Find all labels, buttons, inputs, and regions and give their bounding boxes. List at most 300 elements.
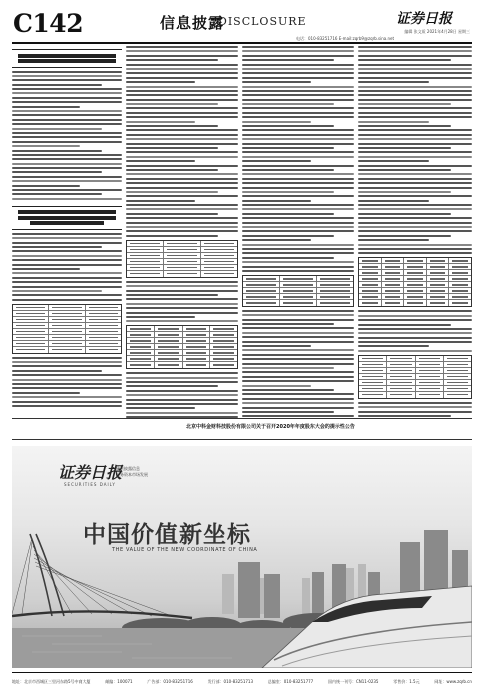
text-line: [12, 286, 122, 288]
text-line: [358, 200, 429, 202]
table-cell: [404, 258, 427, 263]
text-line: [242, 310, 354, 312]
table-row: [127, 271, 237, 277]
text-line: [126, 138, 238, 140]
text-line: [358, 107, 472, 109]
table-cell: [387, 392, 415, 398]
text-line: [12, 268, 80, 270]
table-cell: [49, 341, 85, 346]
column-4: [358, 46, 472, 446]
text-line: [242, 151, 354, 153]
table-cell: [404, 300, 427, 306]
table-cell: [49, 311, 85, 316]
text-line: [358, 252, 472, 254]
text-line: [358, 337, 472, 339]
text-line: [12, 387, 122, 389]
table-cell: [155, 332, 183, 337]
table-cell: [280, 288, 317, 293]
section-title-en: DISCLOSURE: [218, 15, 307, 28]
table-cell: [183, 356, 211, 361]
table-row: [13, 347, 121, 353]
footer-ad-phone: 广告部：010-83251716: [147, 679, 193, 684]
text-line: [12, 259, 122, 261]
column-2: [126, 46, 238, 446]
text-line: [358, 319, 472, 321]
text-line: [242, 354, 354, 356]
table-cell: [427, 300, 450, 306]
text-line: [242, 107, 354, 109]
text-line: [126, 116, 238, 118]
table-cell: [444, 356, 471, 361]
table-cell: [155, 362, 183, 368]
text-line: [358, 147, 451, 149]
text-line: [242, 248, 354, 250]
footer-issn: 国内统一刊号：CN11-0235: [327, 679, 379, 684]
text-line: [358, 235, 451, 237]
table-cell: [382, 288, 405, 293]
text-line: [126, 169, 218, 171]
advertisement: [12, 446, 472, 668]
table-cell: [359, 386, 387, 391]
ad-tagline-2: 服务资本市场发展: [116, 472, 148, 477]
table-cell: [382, 264, 405, 269]
text-line: [126, 294, 218, 296]
text-line: [12, 374, 122, 376]
text-line: [12, 79, 122, 81]
text-line: [126, 403, 238, 405]
table-cell: [127, 253, 164, 258]
table-cell: [449, 300, 471, 306]
text-line: [242, 349, 354, 351]
table-cell: [404, 282, 427, 287]
text-line: [242, 341, 354, 343]
table-cell: [155, 344, 183, 349]
text-line: [242, 182, 354, 184]
table-cell: [449, 258, 471, 263]
table-cell: [164, 247, 201, 252]
table-cell: [359, 362, 387, 367]
text-line: [242, 393, 354, 395]
table-cell: [86, 329, 121, 334]
text-line: [242, 226, 354, 228]
table-cell: [155, 326, 183, 331]
footer: [12, 675, 472, 689]
text-line: [242, 90, 354, 92]
text-line: [12, 401, 122, 403]
table-cell: [427, 270, 450, 275]
table-cell: [449, 282, 471, 287]
table-cell: [183, 362, 211, 368]
text-line: [126, 312, 238, 314]
table-cell: [127, 344, 155, 349]
text-line: [242, 81, 311, 83]
text-line: [242, 99, 354, 101]
text-line: [358, 406, 472, 408]
footer-website: 网址：www.zqrb.cn: [434, 679, 472, 684]
table-cell: [164, 253, 201, 258]
text-line: [126, 320, 238, 322]
text-line: [12, 106, 80, 108]
text-line: [126, 156, 238, 158]
text-line: [358, 160, 429, 162]
table-cell: [317, 294, 353, 299]
text-line: [358, 208, 472, 210]
text-line: [126, 129, 238, 131]
table-cell: [359, 300, 382, 306]
table-cell: [449, 264, 471, 269]
table-cell: [359, 288, 382, 293]
text-line: [12, 154, 122, 156]
table-cell: [210, 362, 237, 368]
table-cell: [13, 311, 49, 316]
text-line: [242, 385, 311, 387]
text-line: [12, 123, 122, 125]
text-line: [242, 160, 311, 162]
text-line: [242, 173, 354, 175]
masthead: [0, 0, 484, 44]
text-line: [242, 147, 334, 149]
text-line: [358, 213, 451, 215]
text-line: [126, 99, 238, 101]
table-cell: [416, 386, 444, 391]
text-line: [12, 255, 122, 257]
table-row: [359, 392, 471, 398]
text-line: [126, 222, 238, 224]
text-line: [242, 336, 354, 338]
table-cell: [387, 386, 415, 391]
text-line: [12, 132, 122, 134]
text-line: [358, 310, 472, 312]
text-line: [126, 372, 238, 374]
text-line: [242, 178, 354, 180]
text-line: [358, 50, 472, 52]
table-cell: [416, 368, 444, 373]
data-table: [126, 240, 238, 278]
table-cell: [86, 305, 121, 310]
header-contact-line: 电话：010-83251716 E-mail:zqrb9@zqrb.sina.net: [296, 36, 395, 41]
text-line: [242, 376, 354, 378]
text-line: [12, 370, 102, 372]
table-cell: [243, 282, 280, 287]
table-cell: [13, 341, 49, 346]
text-line: [12, 180, 122, 182]
text-line: [12, 233, 122, 235]
text-line: [242, 125, 334, 127]
text-line: [12, 176, 122, 178]
text-line: [358, 315, 472, 317]
text-line: [12, 193, 102, 195]
text-line: [242, 55, 354, 57]
text-line: [242, 156, 354, 158]
footer-address: 地址：北京市西城区三里河东路5号中商大厦: [12, 679, 91, 684]
table-cell: [382, 300, 405, 306]
text-line: [126, 390, 238, 392]
text-line: [12, 185, 80, 187]
text-line: [358, 324, 451, 326]
table-cell: [243, 300, 280, 306]
table-cell: [444, 362, 471, 367]
text-line: [126, 112, 238, 114]
article-heading: [12, 49, 122, 68]
text-line: [12, 150, 102, 152]
text-line: [126, 94, 238, 96]
text-line: [242, 363, 354, 365]
text-line: [242, 213, 334, 215]
text-line: [358, 112, 472, 114]
text-line: [358, 182, 472, 184]
table-cell: [155, 356, 183, 361]
table-cell: [183, 326, 211, 331]
table-cell: [49, 335, 85, 340]
table-cell: [201, 241, 237, 246]
text-line: [358, 248, 472, 250]
column-3: [242, 46, 354, 446]
table-cell: [359, 374, 387, 379]
text-line: [358, 411, 472, 413]
table-cell: [280, 294, 317, 299]
table-cell: [404, 270, 427, 275]
text-line: [242, 411, 334, 413]
text-line: [12, 171, 102, 173]
table-cell: [183, 350, 211, 355]
text-line: [358, 169, 451, 171]
text-line: [242, 323, 334, 325]
text-line: [126, 125, 218, 127]
text-line: [242, 116, 354, 118]
text-line: [12, 75, 122, 77]
text-line: [358, 103, 451, 105]
text-line: [242, 68, 354, 70]
text-line: [12, 198, 122, 200]
table-cell: [86, 323, 121, 328]
text-line: [12, 357, 122, 359]
text-line: [358, 46, 472, 48]
text-line: [126, 72, 238, 74]
data-table: [358, 355, 472, 399]
text-line: [12, 250, 122, 252]
text-line: [126, 381, 238, 383]
text-line: [12, 396, 122, 398]
text-line: [242, 358, 354, 360]
text-line: [12, 365, 122, 367]
ad-logo: 证券日报: [58, 463, 123, 482]
table-cell: [444, 374, 471, 379]
text-line: [12, 158, 122, 160]
table-cell: [359, 392, 387, 398]
text-line: [126, 204, 238, 206]
table-cell: [449, 276, 471, 281]
table-row: [243, 300, 353, 306]
table-cell: [444, 386, 471, 391]
table-cell: [427, 264, 450, 269]
table-cell: [13, 329, 49, 334]
text-line: [358, 55, 472, 57]
text-line: [12, 71, 122, 73]
section-title-cn: 信息披露: [160, 14, 225, 32]
text-line: [126, 195, 238, 197]
text-line: [12, 88, 122, 90]
text-line: [358, 77, 472, 79]
footer-rule: [12, 672, 472, 673]
table-cell: [127, 271, 164, 277]
text-line: [358, 94, 472, 96]
ad-tagline: [116, 466, 148, 478]
table-cell: [404, 288, 427, 293]
text-line: [358, 239, 429, 241]
table-cell: [49, 329, 85, 334]
text-line: [126, 68, 238, 70]
text-line: [126, 147, 218, 149]
text-line: [126, 121, 195, 123]
table-cell: [359, 264, 382, 269]
table-cell: [359, 294, 382, 299]
table-cell: [387, 368, 415, 373]
table-cell: [359, 282, 382, 287]
table-cell: [404, 276, 427, 281]
text-line: [242, 327, 354, 329]
table-cell: [404, 294, 427, 299]
table-cell: [449, 288, 471, 293]
table-cell: [49, 347, 85, 353]
table-cell: [444, 380, 471, 385]
text-line: [126, 298, 238, 300]
text-line: [126, 412, 238, 414]
table-cell: [317, 300, 353, 306]
text-line: [12, 379, 122, 381]
text-line: [242, 266, 354, 268]
table-cell: [164, 265, 201, 270]
table-cell: [359, 368, 387, 373]
table-cell: [243, 294, 280, 299]
text-line: [126, 77, 238, 79]
text-line: [358, 415, 451, 417]
text-line: [358, 402, 472, 404]
table-cell: [387, 374, 415, 379]
text-line: [126, 46, 238, 48]
table-cell: [243, 288, 280, 293]
text-line: [358, 204, 472, 206]
text-line: [242, 165, 354, 167]
text-line: [126, 182, 238, 184]
table-cell: [127, 326, 155, 331]
text-line: [126, 59, 218, 61]
table-cell: [201, 253, 237, 258]
text-line: [12, 281, 122, 283]
table-cell: [86, 335, 121, 340]
text-line: [358, 99, 472, 101]
text-line: [12, 246, 102, 248]
text-line: [12, 110, 122, 112]
text-line: [126, 55, 238, 57]
text-line: [126, 230, 238, 232]
table-cell: [201, 271, 237, 277]
text-line: [358, 230, 472, 232]
table-cell: [201, 265, 237, 270]
table-cell: [49, 305, 85, 310]
text-line: [358, 143, 472, 145]
table-cell: [382, 270, 405, 275]
text-line: [126, 187, 238, 189]
text-line: [126, 64, 238, 66]
text-line: [126, 165, 238, 167]
text-line: [242, 261, 354, 263]
masthead-rule: [12, 42, 472, 44]
data-table: [358, 257, 472, 307]
text-line: [358, 134, 472, 136]
text-line: [126, 316, 195, 318]
text-line: [358, 178, 472, 180]
text-line: [126, 134, 238, 136]
table-cell: [164, 259, 201, 264]
text-line: [242, 200, 311, 202]
text-line: [358, 64, 472, 66]
text-line: [126, 290, 238, 292]
text-line: [126, 81, 195, 83]
text-line: [358, 328, 472, 330]
text-line: [358, 86, 472, 88]
text-line: [242, 187, 354, 189]
text-line: [126, 173, 238, 175]
text-line: [358, 187, 472, 189]
table-cell: [127, 247, 164, 252]
text-line: [12, 290, 102, 292]
table-cell: [127, 265, 164, 270]
table-cell: [416, 356, 444, 361]
text-line: [242, 230, 354, 232]
text-line: [12, 272, 122, 274]
text-line: [358, 138, 472, 140]
table-cell: [387, 362, 415, 367]
table-cell: [449, 294, 471, 299]
text-line: [358, 244, 472, 246]
text-line: [242, 314, 354, 316]
text-line: [242, 121, 311, 123]
text-line: [358, 173, 472, 175]
table-cell: [444, 368, 471, 373]
text-line: [12, 237, 122, 239]
text-line: [126, 208, 238, 210]
table-cell: [243, 276, 280, 281]
text-line: [242, 371, 354, 373]
text-line: [242, 103, 334, 105]
data-table: [126, 325, 238, 369]
ad-tagline-1: 依法披露信息: [116, 466, 140, 471]
table-cell: [359, 380, 387, 385]
text-line: [242, 112, 354, 114]
text-line: [242, 195, 354, 197]
text-line: [242, 415, 354, 417]
table-cell: [427, 294, 450, 299]
text-line: [242, 389, 334, 391]
table-cell: [280, 300, 317, 306]
text-line: [242, 46, 354, 48]
column-1: [12, 46, 122, 446]
text-line: [126, 151, 238, 153]
text-line: [242, 72, 354, 74]
table-cell: [127, 241, 164, 246]
text-line: [358, 222, 472, 224]
table-cell: [359, 356, 387, 361]
text-line: [242, 64, 354, 66]
text-line: [12, 119, 122, 121]
text-line: [242, 380, 354, 382]
text-line: [12, 84, 102, 86]
text-line: [126, 307, 238, 309]
table-cell: [13, 305, 49, 310]
text-line: [242, 217, 354, 219]
table-cell: [444, 392, 471, 398]
table-cell: [382, 282, 405, 287]
